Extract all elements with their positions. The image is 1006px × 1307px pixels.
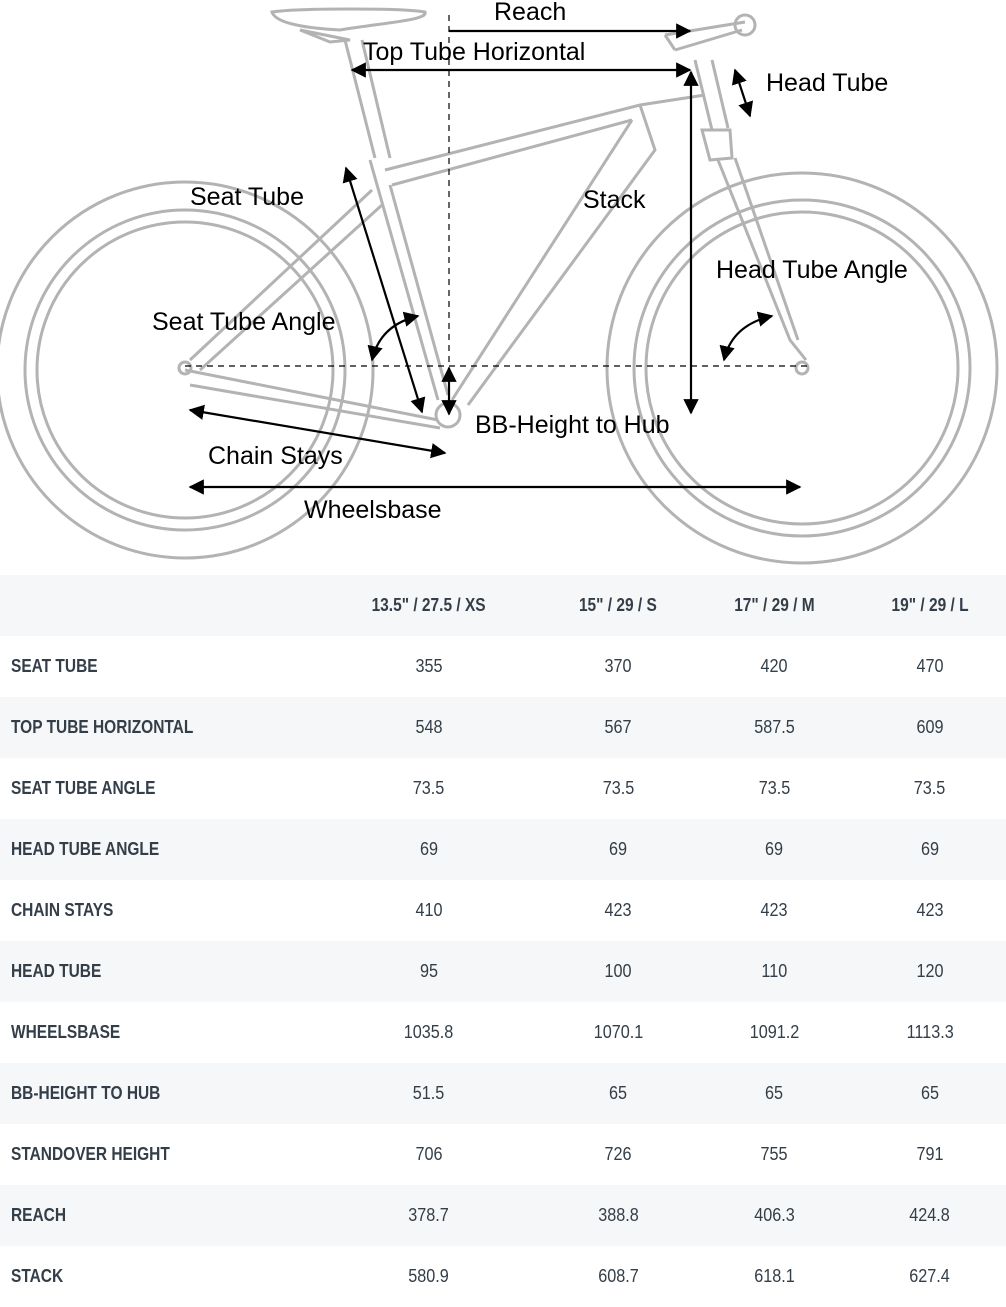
- front-axle: [796, 362, 808, 374]
- stem: [665, 22, 745, 50]
- table-cell: 51.5: [412, 1083, 445, 1103]
- column-header: 13.5" / 27.5 / XS: [371, 595, 486, 615]
- table-row: [0, 1246, 1006, 1307]
- table-cell: 388.8: [597, 1205, 639, 1225]
- label-head-tube-angle: Head Tube Angle: [716, 256, 908, 284]
- head-tube-angle-arc: [724, 316, 772, 360]
- table-cell: 608.7: [597, 1266, 639, 1286]
- label-wheelsbase: Wheelsbase: [304, 496, 442, 524]
- row-label: CHAIN STAYS: [11, 900, 114, 920]
- table-cell: 791: [916, 1144, 944, 1164]
- table-cell: 726: [604, 1144, 632, 1164]
- table-cell: 100: [604, 961, 632, 981]
- table-cell: 1070.1: [593, 1022, 643, 1042]
- table-cell: 73.5: [412, 778, 445, 798]
- row-label: WHEELSBASE: [11, 1022, 121, 1042]
- row-label: SEAT TUBE ANGLE: [11, 778, 156, 798]
- table-cell: 370: [604, 656, 632, 676]
- label-stack: Stack: [583, 186, 646, 214]
- chain-stay: [185, 370, 440, 428]
- bike-geometry-diagram: [0, 0, 1006, 575]
- table-cell: 378.7: [408, 1205, 449, 1225]
- table-cell: 1035.8: [403, 1022, 454, 1042]
- table-row: [0, 1185, 1006, 1246]
- seat-stay: [190, 190, 382, 370]
- table-cell: 110: [761, 961, 788, 981]
- table-cell: 706: [415, 1144, 443, 1164]
- top-tube: [385, 95, 705, 185]
- table-cell: 627.4: [909, 1266, 951, 1286]
- column-header: 19" / 29 / L: [891, 595, 969, 615]
- table-cell: 423: [604, 900, 632, 920]
- table-cell: 65: [609, 1083, 628, 1103]
- table-cell: 609: [916, 717, 944, 737]
- table-row: [0, 819, 1006, 880]
- table-cell: 95: [419, 961, 438, 981]
- table-cell: 423: [760, 900, 788, 920]
- row-label: HEAD TUBE: [11, 961, 102, 981]
- front-tire-outer: [607, 173, 997, 563]
- table-cell: 69: [609, 839, 628, 859]
- table-row: [0, 697, 1006, 758]
- table-cell: 548: [415, 717, 443, 737]
- table-cell: 69: [419, 839, 438, 859]
- row-label: STACK: [11, 1266, 64, 1286]
- label-top-tube-horizontal: Top Tube Horizontal: [363, 38, 586, 66]
- table-cell: 755: [760, 1144, 788, 1164]
- table-cell: 120: [916, 961, 944, 981]
- table-row: [0, 758, 1006, 819]
- table-cell: 1113.3: [906, 1022, 954, 1042]
- table-header-row: [0, 575, 1006, 636]
- down-tube: [452, 105, 655, 405]
- row-label: REACH: [11, 1205, 67, 1225]
- table-row: [0, 880, 1006, 941]
- row-label: HEAD TUBE ANGLE: [11, 839, 160, 859]
- table-cell: 73.5: [758, 778, 791, 798]
- table-cell: 65: [920, 1083, 939, 1103]
- row-label: TOP TUBE HORIZONTAL: [11, 717, 194, 737]
- saddle-clamp: [300, 30, 350, 42]
- row-label: STANDOVER HEIGHT: [11, 1144, 170, 1164]
- table-row: [0, 636, 1006, 697]
- header-empty-cell: [22, 575, 294, 636]
- table-cell: 587.5: [754, 717, 795, 737]
- label-seat-tube: Seat Tube: [190, 183, 304, 211]
- column-header: 17" / 29 / M: [734, 595, 815, 615]
- head-tube-arrow: [735, 70, 750, 116]
- row-label: SEAT TUBE: [11, 656, 98, 676]
- table-cell: 406.3: [754, 1205, 795, 1225]
- table-cell: 580.9: [408, 1266, 449, 1286]
- table-cell: 618.1: [754, 1266, 795, 1286]
- table-cell: 567: [604, 717, 632, 737]
- table-cell: 73.5: [914, 778, 946, 798]
- saddle: [272, 9, 425, 30]
- table-row: [0, 941, 1006, 1002]
- table-row: [0, 1063, 1006, 1124]
- column-header: 15" / 29 / S: [579, 595, 658, 615]
- handlebar: [735, 15, 755, 35]
- table-cell: 65: [765, 1083, 784, 1103]
- table-cell: 355: [415, 656, 443, 676]
- table-cell: 1091.2: [749, 1022, 800, 1042]
- table-cell: 423: [916, 900, 944, 920]
- label-chain-stays: Chain Stays: [208, 442, 343, 470]
- table-cell: 424.8: [909, 1205, 951, 1225]
- table-row: [0, 1124, 1006, 1185]
- rear-axle: [179, 362, 191, 374]
- row-label: BB-HEIGHT TO HUB: [11, 1083, 161, 1103]
- geometry-table: [0, 575, 1006, 1307]
- table-row: [0, 1002, 1006, 1063]
- table-cell: 69: [765, 839, 784, 859]
- table-cell: 470: [916, 656, 944, 676]
- table-cell: 420: [760, 656, 788, 676]
- front-tire-inner: [634, 200, 970, 536]
- table-cell: 69: [920, 839, 939, 859]
- label-seat-tube-angle: Seat Tube Angle: [152, 308, 336, 336]
- label-bb-height-to-hub: BB-Height to Hub: [475, 411, 670, 439]
- fork: [702, 130, 806, 360]
- dimension-labels: [152, 0, 908, 524]
- table-cell: 410: [415, 900, 443, 920]
- label-head-tube: Head Tube: [766, 69, 889, 97]
- label-reach: Reach: [494, 0, 567, 26]
- table-cell: 73.5: [602, 778, 634, 798]
